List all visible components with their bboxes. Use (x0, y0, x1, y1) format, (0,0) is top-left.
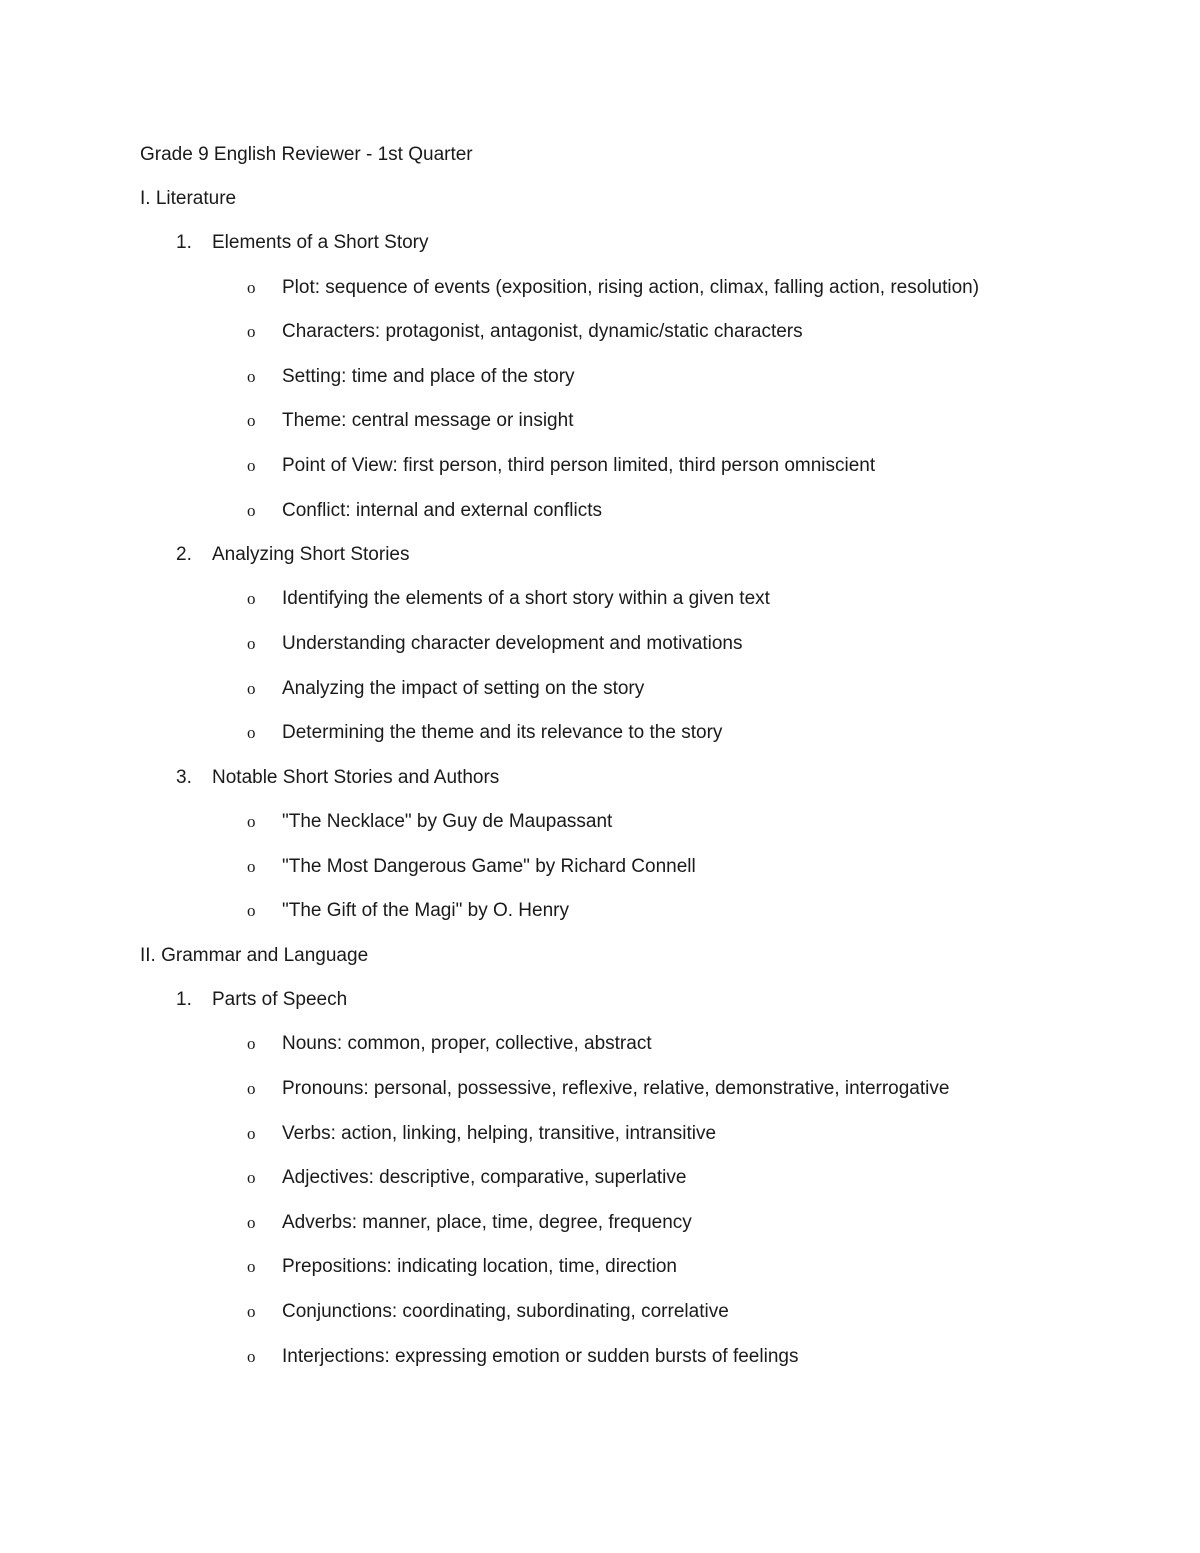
bullet-marker: o (247, 723, 256, 742)
bullet-text: Adverbs: manner, place, time, degree, frequency (282, 1212, 692, 1233)
bullet-text: Analyzing the impact of setting on the story (282, 678, 645, 699)
bullet-item (247, 899, 569, 923)
list-item-label: Analyzing Short Stories (212, 544, 410, 565)
bullet-text: Prepositions: indicating location, time, direction (282, 1256, 677, 1277)
bullet-item (247, 320, 803, 344)
bullet-item (247, 499, 602, 523)
bullet-marker: o (247, 812, 256, 831)
bullet-marker: o (247, 1257, 256, 1276)
bullet-item (247, 1211, 692, 1235)
bullet-text: Plot: sequence of events (exposition, rising action, climax, falling action, resolution) (282, 277, 980, 298)
list-item-notable-short-stories (176, 766, 499, 790)
bullet-text: Conflict: internal and external conflicts (282, 500, 602, 521)
document-title: Grade 9 English Reviewer - 1st Quarter (140, 144, 473, 165)
bullet-text: Theme: central message or insight (282, 410, 574, 431)
bullet-marker: o (247, 1124, 256, 1143)
bullet-item (247, 1300, 729, 1324)
bullet-item (247, 587, 770, 611)
bullet-item (247, 810, 612, 834)
bullet-text: Identifying the elements of a short story within a given text (282, 588, 770, 609)
bullet-item (247, 721, 722, 745)
bullet-marker: o (247, 901, 256, 920)
bullet-text: Verbs: action, linking, helping, transitive, intransitive (282, 1123, 717, 1144)
bullet-item (247, 1345, 798, 1369)
bullet-marker: o (247, 1347, 256, 1366)
list-item-label: Elements of a Short Story (212, 232, 429, 253)
bullet-text: Point of View: first person, third person limited, third person omniscient (282, 455, 876, 476)
bullet-item (247, 1032, 652, 1056)
bullet-marker: o (247, 634, 256, 653)
list-number: 3. (176, 767, 192, 788)
list-item-parts-of-speech (176, 988, 347, 1012)
list-number: 1. (176, 232, 192, 253)
bullet-text: "The Gift of the Magi" by O. Henry (282, 900, 569, 921)
bullet-marker: o (247, 1213, 256, 1232)
bullet-marker: o (247, 1079, 256, 1098)
bullet-marker: o (247, 857, 256, 876)
bullet-text: Determining the theme and its relevance to the story (282, 722, 723, 743)
bullet-item (247, 855, 696, 879)
bullet-item (247, 1077, 949, 1101)
bullet-item (247, 409, 573, 433)
bullet-marker: o (247, 501, 256, 520)
section-heading-grammar: II. Grammar and Language (140, 945, 369, 966)
list-item-label: Notable Short Stories and Authors (212, 767, 500, 788)
bullet-marker: o (247, 679, 256, 698)
bullet-text: Pronouns: personal, possessive, reflexive, relative, demonstrative, interrogative (282, 1078, 950, 1099)
list-item-analyzing-short-stories (176, 543, 410, 567)
bullet-text: Conjunctions: coordinating, subordinating, correlative (282, 1301, 729, 1322)
bullet-text: "The Most Dangerous Game" by Richard Connell (282, 856, 696, 877)
list-item-elements-of-short-story (176, 231, 429, 255)
bullet-item (247, 632, 743, 656)
list-number: 1. (176, 989, 192, 1010)
bullet-item (247, 276, 979, 300)
bullet-marker: o (247, 322, 256, 341)
bullet-item (247, 1122, 716, 1146)
bullet-marker: o (247, 1302, 256, 1321)
bullet-item (247, 1166, 686, 1190)
bullet-text: Nouns: common, proper, collective, abstract (282, 1033, 652, 1054)
bullet-marker: o (247, 456, 256, 475)
bullet-marker: o (247, 1168, 256, 1187)
bullet-text: Adjectives: descriptive, comparative, superlative (282, 1167, 687, 1188)
bullet-marker: o (247, 411, 256, 430)
bullet-marker: o (247, 589, 256, 608)
bullet-item (247, 454, 875, 478)
section-heading-literature: I. Literature (140, 188, 237, 209)
bullet-marker: o (247, 367, 256, 386)
list-number: 2. (176, 544, 192, 565)
list-item-label: Parts of Speech (212, 989, 348, 1010)
bullet-text: "The Necklace" by Guy de Maupassant (282, 811, 613, 832)
bullet-item (247, 365, 575, 389)
bullet-text: Interjections: expressing emotion or sudden bursts of feelings (282, 1346, 799, 1367)
bullet-text: Characters: protagonist, antagonist, dynamic/static characters (282, 321, 803, 342)
bullet-item (247, 1255, 677, 1279)
bullet-text: Setting: time and place of the story (282, 366, 575, 387)
bullet-item (247, 677, 644, 701)
bullet-marker: o (247, 1034, 256, 1053)
bullet-marker: o (247, 278, 256, 297)
bullet-text: Understanding character development and motivations (282, 633, 743, 654)
